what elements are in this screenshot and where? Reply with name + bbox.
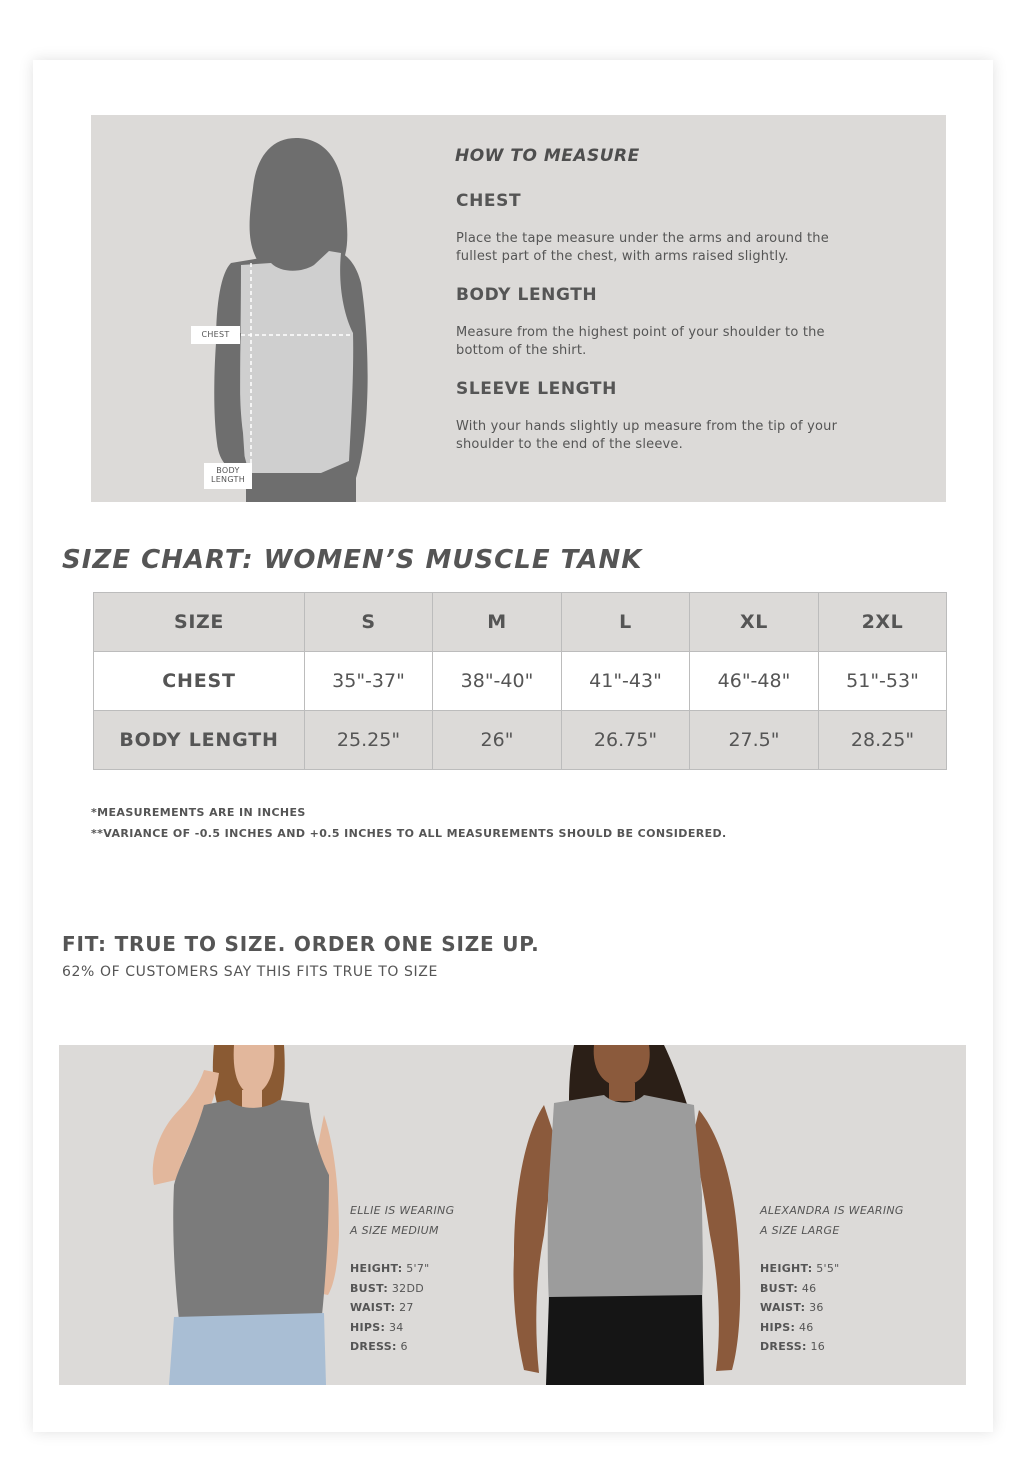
table-cell: 26" xyxy=(433,711,562,770)
table-cell: 41"-43" xyxy=(562,652,690,711)
table-cell: 51"-53" xyxy=(819,652,947,711)
stat-line xyxy=(760,1337,840,1357)
stat-line xyxy=(760,1259,840,1279)
table-header-cell: M xyxy=(433,593,562,652)
row-header-chest: CHEST xyxy=(94,652,305,711)
stat-value: 6 xyxy=(396,1340,408,1353)
ellie-stats xyxy=(350,1259,430,1357)
alexandra-caption xyxy=(760,1201,904,1241)
table-header-cell: 2XL xyxy=(819,593,947,652)
stat-value: 34 xyxy=(385,1320,404,1334)
stat-line xyxy=(350,1337,430,1357)
size-chart-title: SIZE CHART: WOMEN’S MUSCLE TANK xyxy=(62,545,643,575)
model-ellie-photo xyxy=(134,1045,354,1385)
variance-note: **VARIANCE OF -0.5 INCHES AND +0.5 INCHES TO ALL MEASUREMENTS SHOULD BE CONSIDERED. xyxy=(91,827,727,840)
stat-line xyxy=(350,1298,430,1318)
table-cell: 46"-48" xyxy=(690,652,819,711)
stat-value: 46 xyxy=(795,1320,814,1334)
models-panel xyxy=(59,1045,966,1385)
stat-value: 5'7" xyxy=(402,1262,430,1275)
table-cell: 27.5" xyxy=(690,711,819,770)
body-length-tag-line1: BODY xyxy=(216,466,240,475)
table-row xyxy=(94,711,947,770)
body-length-section-text: Measure from the highest point of your shoulder to the bottom of the shirt. xyxy=(456,325,825,358)
stat-label: BUST: xyxy=(350,1281,389,1295)
chest-section-title: CHEST xyxy=(456,191,522,211)
sleeve-length-section-text: With your hands slightly up measure from the tip of your shoulder to the end of the sleeve. xyxy=(456,419,838,452)
table-header-cell: XL xyxy=(690,593,819,652)
size-chart-table xyxy=(93,592,947,770)
stat-line xyxy=(760,1318,840,1338)
body-length-section-title: BODY LENGTH xyxy=(456,285,598,305)
body-length-tag-line2: LENGTH xyxy=(210,475,246,484)
stat-label: HEIGHT: xyxy=(350,1262,403,1275)
stat-label: BUST: xyxy=(760,1281,799,1295)
stat-value: 46 xyxy=(798,1281,817,1295)
how-to-measure-heading: HOW TO MEASURE xyxy=(455,146,640,166)
table-cell: 28.25" xyxy=(819,711,947,770)
stat-line xyxy=(350,1318,430,1338)
stat-label: HEIGHT: xyxy=(760,1262,813,1275)
alexandra-caption-line2: A SIZE LARGE xyxy=(760,1224,840,1237)
fit-subtitle: 62% OF CUSTOMERS SAY THIS FITS TRUE TO SIZE xyxy=(62,964,438,980)
alexandra-caption-line1: ALEXANDRA IS WEARING xyxy=(760,1204,904,1217)
stat-label: WAIST: xyxy=(350,1301,396,1314)
stat-value: 5'5" xyxy=(812,1262,840,1275)
ellie-caption xyxy=(350,1201,454,1241)
ellie-caption-line1: ELLIE IS WEARING xyxy=(350,1204,455,1217)
fit-title: FIT: TRUE TO SIZE. ORDER ONE SIZE UP. xyxy=(62,932,540,956)
stat-label: DRESS: xyxy=(350,1340,397,1353)
stat-value: 27 xyxy=(395,1301,414,1314)
chest-label-tag: CHEST xyxy=(191,326,240,344)
ellie-caption-line2: A SIZE MEDIUM xyxy=(350,1224,439,1237)
stat-line xyxy=(760,1279,840,1299)
table-header-cell: L xyxy=(562,593,690,652)
table-cell: 38"-40" xyxy=(433,652,562,711)
stat-label: HIPS: xyxy=(350,1320,386,1334)
table-header-row xyxy=(94,593,947,652)
body-silhouette-illustration xyxy=(201,133,381,502)
chest-section-text: Place the tape measure under the arms and around the fullest part of the chest, with arms raised slightly. xyxy=(456,231,829,264)
table-cell: 35"-37" xyxy=(305,652,433,711)
stat-line xyxy=(350,1279,430,1299)
table-header-cell: S xyxy=(305,593,433,652)
model-alexandra-photo xyxy=(504,1045,754,1385)
table-cell: 26.75" xyxy=(562,711,690,770)
stat-value: 36 xyxy=(805,1301,824,1314)
sleeve-length-section-title: SLEEVE LENGTH xyxy=(456,379,617,399)
stat-value: 32DD xyxy=(388,1281,424,1295)
stat-line xyxy=(350,1259,430,1279)
stat-label: DRESS: xyxy=(760,1340,807,1353)
table-row xyxy=(94,652,947,711)
measurement-note: *MEASUREMENTS ARE IN INCHES xyxy=(91,806,306,819)
table-header-cell: SIZE xyxy=(94,593,305,652)
stat-label: HIPS: xyxy=(760,1320,796,1334)
stat-value: 16 xyxy=(806,1340,826,1353)
body-length-label-tag xyxy=(204,463,252,489)
table-cell: 25.25" xyxy=(305,711,433,770)
row-header-body-length: BODY LENGTH xyxy=(94,711,305,770)
stat-line xyxy=(760,1298,840,1318)
alexandra-stats xyxy=(760,1259,840,1357)
stat-label: WAIST: xyxy=(760,1301,806,1314)
